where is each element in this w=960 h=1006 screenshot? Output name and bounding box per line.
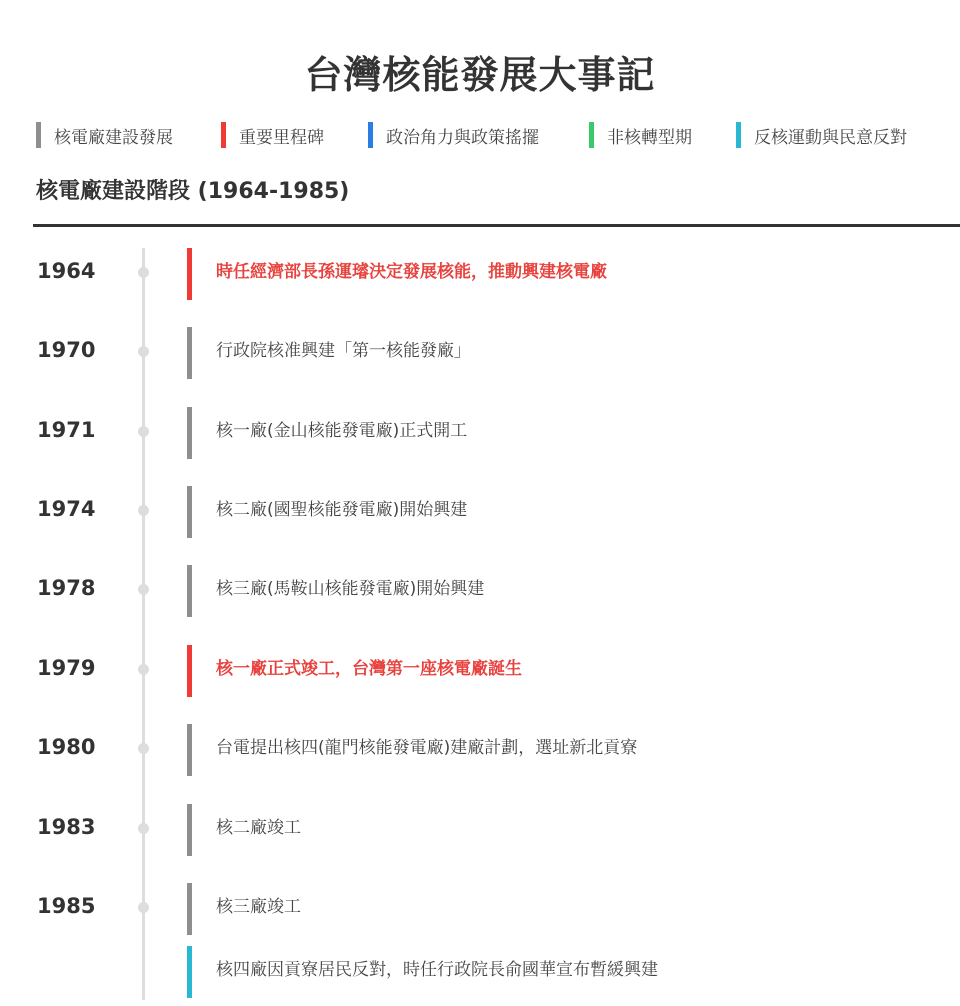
timeline-dot [138, 505, 149, 516]
timeline-dot [138, 267, 149, 278]
legend-label: 核電廠建設發展 [54, 127, 173, 148]
legend-label: 反核運動與民意反對 [754, 127, 907, 148]
timeline-year: 1970 [37, 338, 96, 362]
section-divider [33, 224, 960, 227]
legend [36, 122, 960, 148]
timeline-item [0, 407, 960, 461]
legend-swatch [589, 122, 594, 148]
legend-swatch [368, 122, 373, 148]
timeline-dot [138, 426, 149, 437]
legend-item-milestone [221, 122, 324, 148]
timeline-year: 1985 [37, 894, 96, 918]
timeline-year: 1983 [37, 815, 96, 839]
category-bar [187, 804, 192, 856]
legend-label: 重要里程碑 [239, 127, 324, 148]
timeline-year: 1978 [37, 576, 96, 600]
timeline-dot [138, 902, 149, 913]
timeline-event-text: 核四廠因貢寮居民反對，時任行政院長俞國華宣布暫緩興建 [216, 960, 658, 980]
timeline-item [0, 946, 960, 1000]
timeline-item [0, 486, 960, 540]
timeline-item [0, 645, 960, 699]
legend-item-politics [368, 122, 539, 148]
category-bar [187, 248, 192, 300]
timeline-event-text: 核三廠(馬鞍山核能發電廠)開始興建 [216, 579, 485, 599]
legend-label: 政治角力與政策搖擺 [386, 127, 539, 148]
legend-swatch [36, 122, 41, 148]
legend-swatch [221, 122, 226, 148]
category-bar [187, 486, 192, 538]
timeline-event-text: 核一廠正式竣工，台灣第一座核電廠誕生 [216, 659, 522, 679]
category-bar [187, 407, 192, 459]
category-bar [187, 645, 192, 697]
timeline-year: 1979 [37, 656, 96, 680]
timeline-dot [138, 823, 149, 834]
timeline-dot [138, 584, 149, 595]
timeline-item [0, 724, 960, 778]
timeline-event-text: 台電提出核四(龍門核能發電廠)建廠計劃，選址新北貢寮 [216, 738, 638, 758]
category-bar [187, 724, 192, 776]
category-bar [187, 883, 192, 935]
category-bar [187, 565, 192, 617]
category-bar [187, 946, 192, 998]
timeline-dot [138, 664, 149, 675]
timeline-item [0, 804, 960, 858]
timeline-dot [138, 346, 149, 357]
timeline-year: 1964 [37, 259, 96, 283]
timeline-item [0, 248, 960, 302]
timeline-event-text: 核一廠(金山核能發電廠)正式開工 [216, 421, 468, 441]
timeline-item [0, 327, 960, 381]
legend-item-construction [36, 122, 173, 148]
page-title: 台灣核能發展大事記 [304, 53, 656, 97]
category-bar [187, 327, 192, 379]
timeline-event-text: 核二廠(國聖核能發電廠)開始興建 [216, 500, 468, 520]
timeline-event-text: 核二廠竣工 [216, 818, 301, 838]
timeline-event-text: 行政院核准興建「第一核能發廠」 [216, 341, 471, 361]
timeline-year: 1980 [37, 735, 96, 759]
legend-swatch [736, 122, 741, 148]
timeline-year: 1974 [37, 497, 96, 521]
timeline-item [0, 883, 960, 937]
legend-item-opposition [736, 122, 907, 148]
legend-label: 非核轉型期 [607, 127, 692, 148]
legend-item-transition [589, 122, 692, 148]
timeline-event-text: 核三廠竣工 [216, 897, 301, 917]
timeline-event-text: 時任經濟部長孫運璿決定發展核能，推動興建核電廠 [216, 262, 607, 282]
section-title: 核電廠建設階段 (1964-1985) [36, 179, 350, 204]
timeline-dot [138, 743, 149, 754]
timeline-year: 1971 [37, 418, 96, 442]
timeline-item [0, 565, 960, 619]
